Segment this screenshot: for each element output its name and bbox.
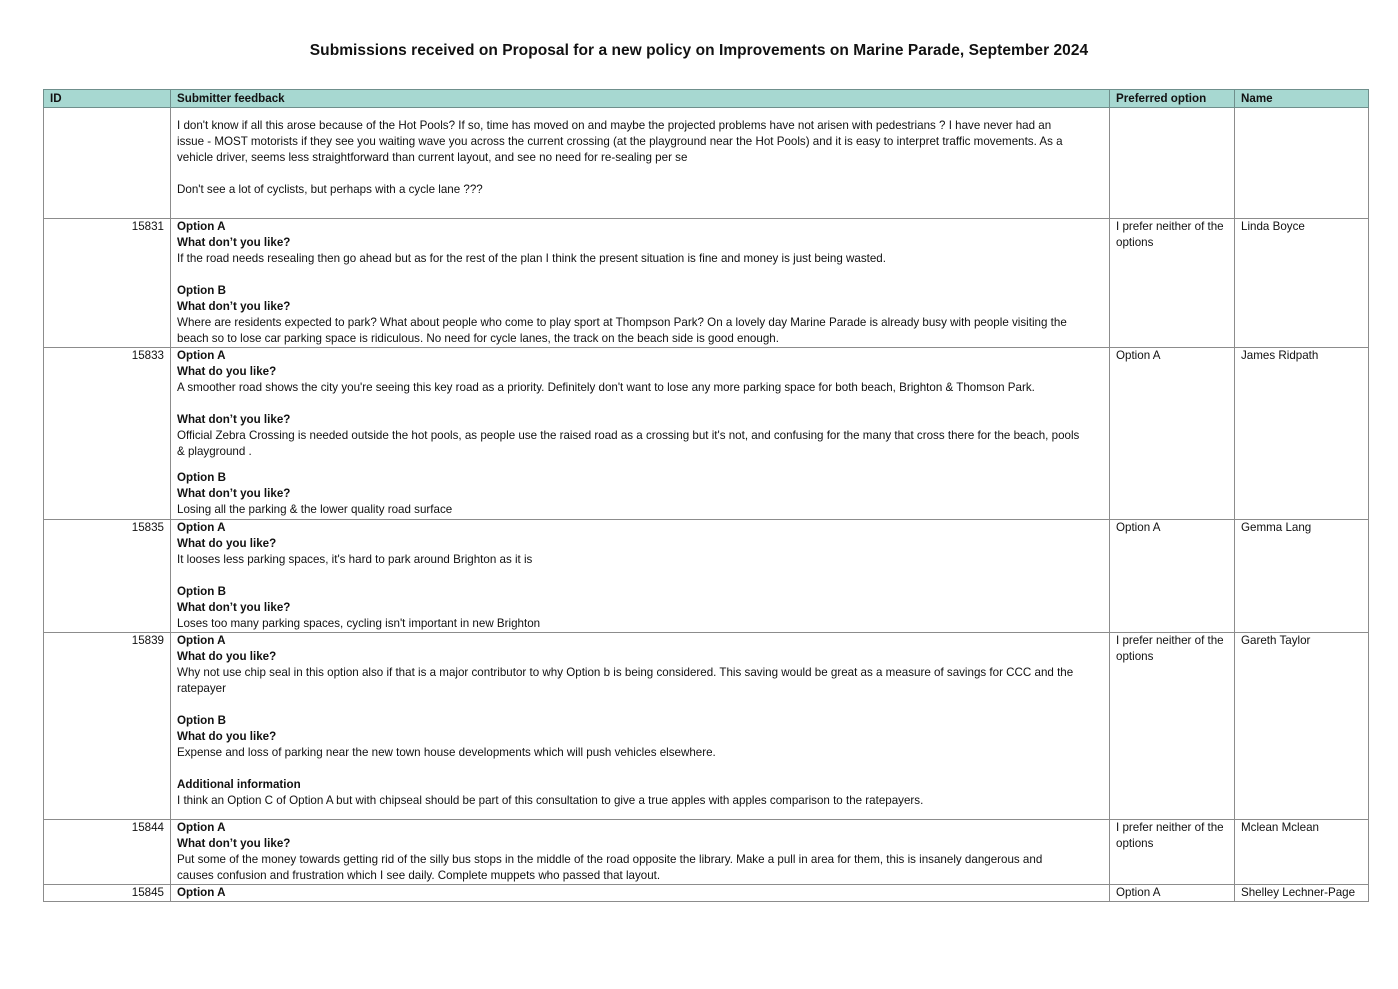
table-header-row	[44, 90, 1369, 108]
question-heading: What don’t you like?	[177, 413, 291, 426]
row-preferred-option	[1110, 108, 1235, 219]
row-preferred-option: I prefer neither of the options	[1110, 219, 1235, 348]
row-id: 15833	[44, 348, 171, 520]
row-preferred-option: I prefer neither of the options	[1110, 633, 1235, 820]
question-heading: What don’t you like?	[177, 601, 291, 614]
row-preferred-option: I prefer neither of the options	[1110, 820, 1235, 885]
header-preferred-option: Preferred option	[1110, 90, 1235, 108]
table-row	[44, 108, 1369, 219]
feedback-text: & playground .	[177, 445, 252, 458]
option-heading: Option A	[177, 521, 226, 534]
row-name: Gemma Lang	[1235, 520, 1369, 633]
option-heading: Option B	[177, 284, 226, 297]
row-feedback	[171, 820, 1110, 885]
row-name: James Ridpath	[1235, 348, 1369, 520]
option-heading: Option B	[177, 714, 226, 727]
row-feedback	[171, 520, 1110, 633]
row-preferred-option: Option A	[1110, 348, 1235, 520]
row-feedback	[171, 348, 1110, 520]
option-heading: Option A	[177, 220, 226, 233]
option-heading: Option A	[177, 886, 226, 899]
feedback-text: Put some of the money towards getting rid of the silly bus stops in the middle of the road opposite the library. Make a pull in area for them, this is insanely dangerous and	[177, 853, 1043, 866]
page-title: Submissions received on Proposal for a new policy on Improvements on Marine Parade, September 2024	[309, 42, 1089, 59]
additional-info-heading: Additional information	[177, 778, 301, 791]
row-name	[1235, 108, 1369, 219]
feedback-text: If the road needs resealing then go ahead but as for the rest of the plan I think the present situation is fine and money is just being wasted.	[177, 252, 886, 265]
option-heading: Option A	[177, 821, 226, 834]
feedback-text: ratepayer	[177, 682, 226, 695]
row-feedback	[171, 633, 1110, 820]
feedback-text: Loses too many parking spaces, cycling isn't important in new Brighton	[177, 617, 541, 630]
row-name: Gareth Taylor	[1235, 633, 1369, 820]
row-preferred-option: Option A	[1110, 885, 1235, 902]
option-heading: Option B	[177, 585, 226, 598]
row-id: 15839	[44, 633, 171, 820]
row-name: Linda Boyce	[1235, 219, 1369, 348]
feedback-text: Where are residents expected to park? What about people who come to play sport at Thompson Park? On a lovely day Marine Parade is already busy with people visiting the	[177, 316, 1067, 329]
feedback-text: Losing all the parking & the lower quality road surface	[177, 503, 453, 516]
table-row	[44, 520, 1369, 633]
row-id: 15835	[44, 520, 171, 633]
question-heading: What don’t you like?	[177, 300, 291, 313]
row-preferred-option: Option A	[1110, 520, 1235, 633]
feedback-text: vehicle driver, seems less straightforward than current layout, and see no need for re-sealing per se	[177, 151, 688, 164]
feedback-text: It looses less parking spaces, it's hard to park around Brighton as it is	[177, 553, 533, 566]
row-name: Shelley Lechner-Page	[1235, 885, 1369, 902]
question-heading: What do you like?	[177, 730, 277, 743]
row-feedback	[171, 885, 1110, 902]
row-feedback	[171, 219, 1110, 348]
feedback-text: Don't see a lot of cyclists, but perhaps with a cycle lane ???	[177, 183, 483, 196]
header-feedback: Submitter feedback	[171, 90, 1110, 108]
question-heading: What do you like?	[177, 537, 277, 550]
option-heading: Option A	[177, 634, 226, 647]
feedback-text: Why not use chip seal in this option also if that is a major contributor to why Option b is being considered. This saving would be great as a measure of savings for CCC and the	[177, 666, 1074, 679]
table-row	[44, 219, 1369, 348]
question-heading: What don’t you like?	[177, 487, 291, 500]
row-id: 15831	[44, 219, 171, 348]
feedback-text: A smoother road shows the city you're seeing this key road as a priority. Definitely don't want to lose any more parking space for both beach, Brighton & Thomson Park.	[177, 381, 1035, 394]
table-row	[44, 633, 1369, 820]
feedback-text: beach so to lose car parking space is ridiculous. No need for cycle lanes, the track on the beach side is good enough.	[177, 332, 779, 345]
feedback-text: causes confusion and frustration which I see daily. Complete muppets who passed that layout.	[177, 869, 661, 882]
question-heading: What don’t you like?	[177, 236, 291, 249]
question-heading: What do you like?	[177, 365, 277, 378]
header-id: ID	[44, 90, 171, 108]
feedback-text: Expense and loss of parking near the new town house developments which will push vehicles elsewhere.	[177, 746, 716, 759]
row-id: 15844	[44, 820, 171, 885]
question-heading: What don’t you like?	[177, 837, 291, 850]
feedback-text: I think an Option C of Option A but with chipseal should be part of this consultation to give a true apples with apples comparison to the ratepayers.	[177, 794, 924, 807]
table-row	[44, 820, 1369, 885]
submissions-table	[43, 89, 1369, 902]
table-row	[44, 348, 1369, 520]
feedback-text: issue - MOST motorists if they see you waiting wave you across the current crossing (at the playground near the Hot Pools) and it is easy to interpret traffic movements. As a	[177, 135, 1063, 148]
table-row	[44, 885, 1369, 902]
option-heading: Option B	[177, 471, 226, 484]
feedback-text: I don't know if all this arose because of the Hot Pools? If so, time has moved on and maybe the projected problems have not arisen with pedestrians ? I have never had an	[177, 119, 1052, 132]
row-id: 15845	[44, 885, 171, 902]
question-heading: What do you like?	[177, 650, 277, 663]
row-feedback	[171, 108, 1110, 219]
row-id	[44, 108, 171, 219]
header-name: Name	[1235, 90, 1369, 108]
option-heading: Option A	[177, 349, 226, 362]
row-name: Mclean Mclean	[1235, 820, 1369, 885]
feedback-text: Official Zebra Crossing is needed outside the hot pools, as people use the raised road as a crossing but it's not, and confusing for the many that cross there for the beach, pools	[177, 429, 1080, 442]
